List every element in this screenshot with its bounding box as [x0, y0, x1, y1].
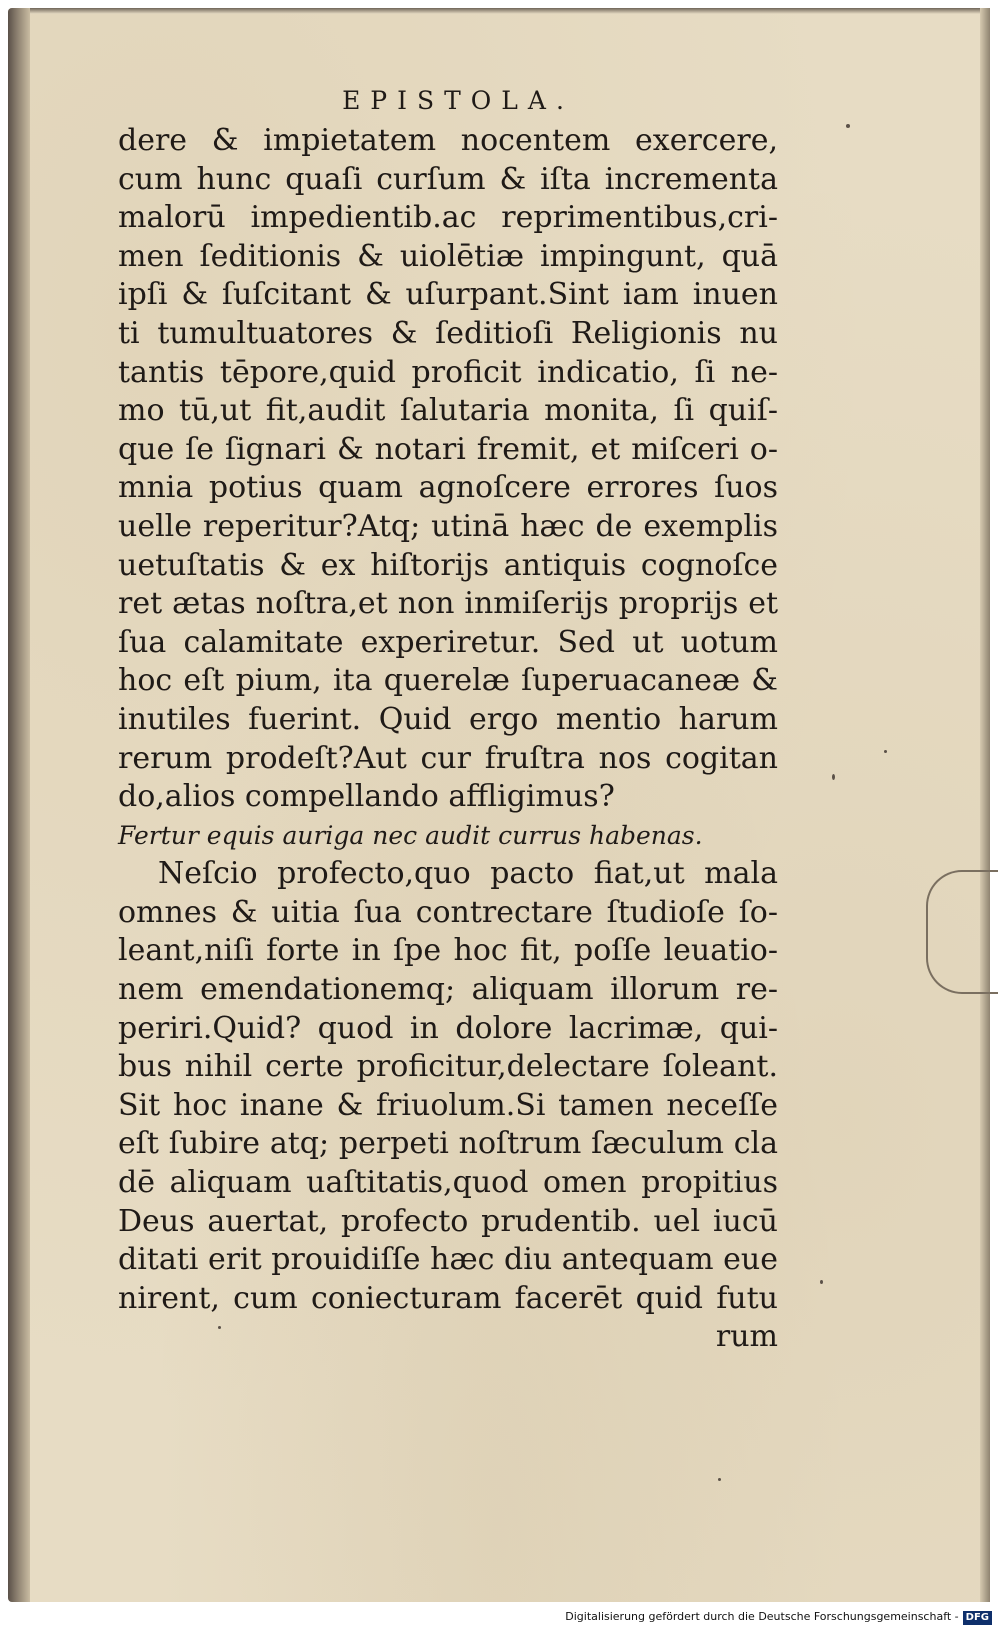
book-binding-left	[8, 8, 30, 1602]
text-line: nirent, cum coniecturam facerēt quid futu	[118, 1280, 778, 1316]
digitization-credit	[565, 1610, 992, 1625]
ink-speck	[846, 124, 850, 128]
text-line: rerum prodeſt?Aut cur fruſtra nos cogitan	[118, 740, 778, 776]
text-line: que ſe ſignari & notari fremit, et miſceri o-	[118, 431, 778, 467]
ink-speck	[884, 750, 887, 753]
text-line: omnes & uitia ſua contrectare ſtudioſe ſo-	[118, 894, 778, 930]
text-line: mo tū,ut fit,audit ſalutaria monita, ſi quiſ-	[118, 393, 778, 429]
text-line: Deus auertat, profecto prudentib. uel iucū	[118, 1203, 778, 1239]
text-line: dē aliquam uaſtitatis,quod omen propitius	[118, 1165, 778, 1201]
page-edge-right	[980, 8, 990, 1602]
text-line: periri.Quid? quod in dolore lacrimæ, qui-	[118, 1010, 778, 1046]
dfg-logo: DFG	[963, 1611, 992, 1625]
text-line: malorū impedientib.ac reprimentibus,cri-	[118, 200, 778, 236]
page-edge-top	[30, 8, 980, 14]
text-line: men ſeditionis & uiolētiæ impingunt, quā	[118, 238, 778, 274]
text-line: ti tumultuatores & ſeditioſi Religionis nu	[118, 315, 778, 351]
ink-speck	[820, 1280, 823, 1284]
text-line: hoc eſt pium, ita querelæ ſuperuacaneæ &	[118, 663, 778, 699]
text-line: ret ætas noſtra,et non inmiſerijs proprijs et	[118, 586, 778, 622]
text-line: inutiles fuerint. Quid ergo mentio harum	[118, 701, 778, 737]
text-line: leant,niſi forte in ſpe hoc fit, poſſe leuatio-	[118, 933, 778, 969]
text-line: uelle reperitur?Atq; utinā hæc de exemplis	[118, 508, 778, 544]
text-line: Neſcio profecto,quo pacto fiat,ut mala	[158, 856, 778, 892]
credit-text: Digitalisierung gefördert durch die Deutsche Forschungsgemeinschaft -	[565, 1610, 959, 1623]
verse-quotation-line: Fertur equis auriga nec audit currus habenas.	[118, 820, 703, 850]
text-line: tantis tēpore,quid proficit indicatio, ſi ne-	[118, 354, 778, 390]
page-clip-shadow	[926, 870, 998, 994]
text-line: nem emendationemq; aliquam illorum re-	[118, 972, 778, 1008]
text-line: uetuſtatis & ex hiſtorijs antiquis cognoſce	[118, 547, 778, 583]
page-body-text	[118, 122, 778, 1357]
text-line: do,alios compellando affligimus?	[118, 779, 615, 815]
text-line: ſua calamitate experiretur. Sed ut uotum	[118, 624, 778, 660]
text-line: ipſi & ſuſcitant & uſurpant.Sint iam inuen	[118, 277, 778, 313]
text-line: bus nihil certe proficitur,delectare ſoleant.	[118, 1049, 778, 1085]
text-line: cum hunc quaſi curſum & iſta incrementa	[118, 161, 778, 197]
book-page	[8, 8, 990, 1602]
text-line: rum	[715, 1319, 778, 1355]
ink-speck	[718, 1478, 721, 1481]
ink-speck	[832, 774, 835, 780]
text-line: eſt ſubire atq; perpeti noſtrum ſæculum cla	[118, 1126, 778, 1162]
text-line: dere & impietatem nocentem exercere,	[118, 123, 778, 158]
text-line: ditati erit prouidiſſe hæc diu antequam eue	[118, 1242, 778, 1278]
ink-speck	[218, 1326, 221, 1329]
running-head: EPISTOLA.	[342, 86, 574, 115]
text-line: mnia potius quam agnoſcere errores ſuos	[118, 470, 778, 506]
text-line: Sit hoc inane & friuolum.Si tamen neceſſe	[118, 1087, 778, 1123]
